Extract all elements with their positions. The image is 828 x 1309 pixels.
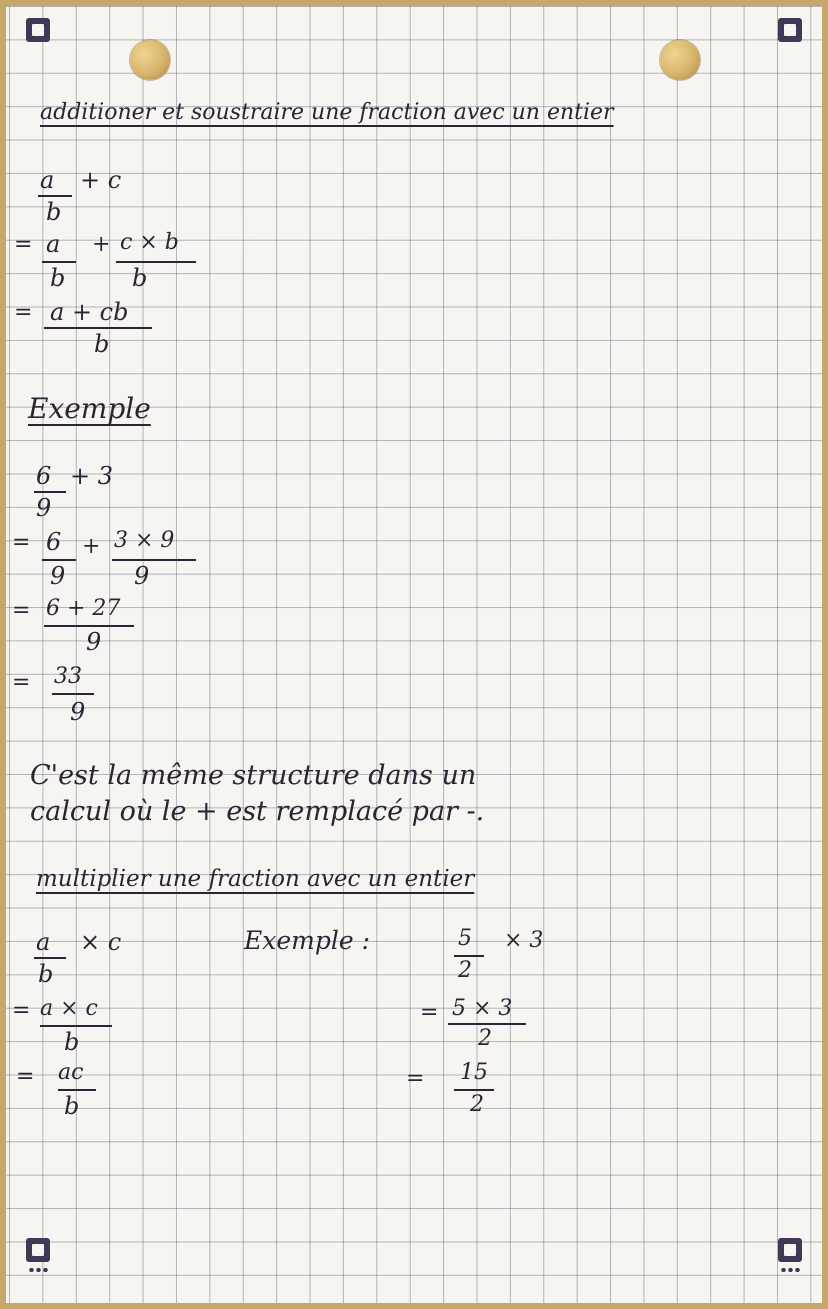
ex2-l2-numerator: 5 × 3: [452, 996, 513, 1021]
mult-l1-numerator: a: [36, 928, 51, 956]
mult-l3-equals: =: [16, 1064, 35, 1089]
mult-l3-denominator: b: [64, 1092, 80, 1120]
ex1-l3-equals: =: [12, 598, 31, 623]
mult-l1-denominator: b: [38, 960, 54, 988]
ex1-l2-equals: =: [12, 530, 31, 555]
add-l1-denominator: b: [46, 198, 62, 226]
note-line-2: calcul où le + est remplacé par -.: [30, 796, 485, 827]
note-line-1: C'est la même structure dans un: [30, 760, 477, 791]
ex2-l3-denominator: 2: [470, 1092, 484, 1117]
add-l3-denominator: b: [94, 330, 110, 358]
ex1-l1-plus: + 3: [70, 462, 114, 490]
mult-l2-denominator: b: [64, 1028, 80, 1056]
ex1-l2-plus: +: [82, 534, 101, 559]
add-l2-numerator-cxb: c × b: [120, 230, 179, 255]
ex1-l3-denominator: 9: [86, 628, 102, 656]
ex1-l2-numerator-3x9: 3 × 9: [114, 528, 175, 553]
ex2-l2-denominator: 2: [478, 1026, 492, 1051]
ex1-l1-denominator: 9: [36, 494, 52, 522]
ex1-l3-numerator: 6 + 27: [46, 596, 121, 621]
ex2-l2-equals: =: [420, 1000, 439, 1025]
ex2-l1-numerator: 5: [458, 926, 472, 951]
ex1-l4-numerator: 33: [54, 664, 82, 689]
mult-l2-equals: =: [12, 998, 31, 1023]
ex1-l2-denominator-1: 9: [50, 562, 66, 590]
add-l3-numerator: a + cb: [50, 298, 129, 326]
ex2-l1-times: × 3: [504, 928, 544, 953]
add-l1-plus: + c: [80, 166, 122, 194]
section-title-multiply: multiplier une fraction avec un entier: [36, 866, 475, 892]
ex2-l1-denominator: 2: [458, 958, 472, 983]
mult-l1-times: × c: [80, 928, 122, 956]
mult-l2-numerator: a × c: [40, 996, 98, 1021]
mult-l3-numerator: ac: [58, 1060, 84, 1085]
ex1-l1-numerator: 6: [36, 462, 52, 490]
add-l2-equals: =: [14, 232, 33, 257]
mult-example-label: Exemple :: [244, 926, 371, 955]
add-l2-plus: +: [92, 232, 111, 257]
add-l2-denominator-2: b: [132, 264, 148, 292]
ex2-l3-equals: =: [406, 1066, 425, 1091]
ex1-l4-denominator: 9: [70, 698, 86, 726]
add-l3-equals: =: [14, 300, 33, 325]
ex1-l2-numerator-6: 6: [46, 528, 62, 556]
add-l2-numerator-a: a: [46, 230, 61, 258]
example-heading: Exemple: [28, 392, 151, 425]
add-l1-numerator: a: [40, 166, 55, 194]
ex2-l3-numerator: 15: [460, 1060, 488, 1085]
ex1-l2-denominator-2: 9: [134, 562, 150, 590]
add-l2-denominator-1: b: [50, 264, 66, 292]
ex1-l4-equals: =: [12, 670, 31, 695]
section-title-add-subtract: additioner et soustraire une fraction avec un entier: [40, 100, 614, 125]
